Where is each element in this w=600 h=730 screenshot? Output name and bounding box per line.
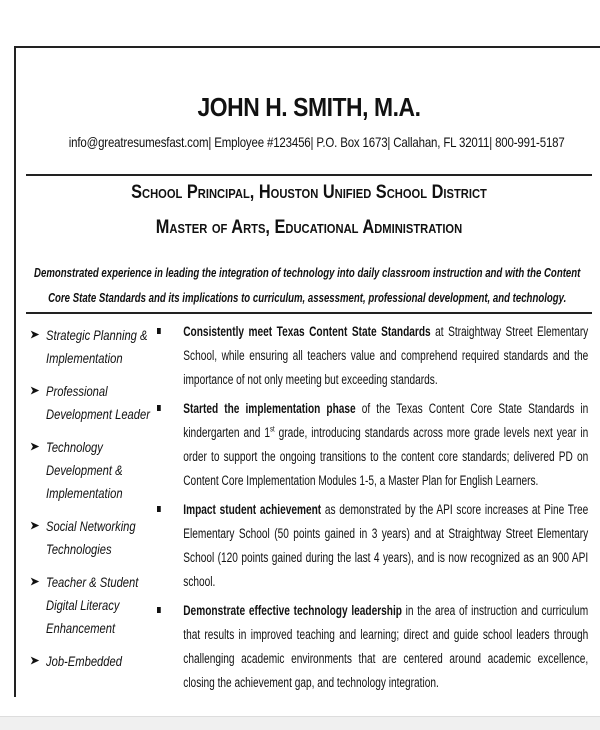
arrow-bullet-icon: ➤ [30,329,40,341]
divider [26,174,592,176]
square-bullet-icon [154,397,183,493]
arrow-bullet-icon: ➤ [30,576,40,588]
arrow-bullet-icon: ➤ [30,520,40,532]
achievement-item: Consistently meet Texas Content State Standards at Straightway Street Elementary School, while ensuring all teachers value and comprehend required standards and the importance of not only meeting but exceeding standards. [154,320,588,392]
job-title: School Principal, Houston Unified School District [131,182,487,203]
skill-item: ➤ Professional Development Leader [30,380,180,426]
achievement-item: Impact student achievement as demonstrated by the API score increases at Pine Tree Elementary School (50 points gained in 3 years) and at Straightway Street Elementary School (120 points gained during the last 4 years), and is now recognized as an 900 API school. [154,498,588,594]
divider [26,312,592,314]
resume-frame [14,46,600,697]
degree-title: Master of Arts, Educational Administration [155,217,463,238]
skill-item: ➤ Teacher & Student Digital Literacy Enhancement [30,571,180,640]
skill-item: ➤ Job-Embedded [30,650,180,673]
arrow-bullet-icon: ➤ [30,385,40,397]
achievement-item: Started the implementation phase of the Texas Content Core State Standards in kindergarten and 1st grade, introducing standards across more grade levels next year in order to support the ongoing transitions to the content core standards; delivered PD on Content Core Implementation Modules 1-5, a Master Plan for English Learners. [154,397,588,493]
skill-item: ➤ Social Networking Technologies [30,515,180,561]
square-bullet-icon [154,599,183,695]
arrow-bullet-icon: ➤ [30,655,40,667]
skill-item: ➤ Strategic Planning & Implementation [30,324,180,370]
square-bullet-icon [154,320,183,392]
square-bullet-icon [154,498,183,594]
achievement-item: Demonstrate effective technology leadership in the area of instruction and curriculum that results in improved teaching and learning; direct and guide school leaders through challenging academic environments that are centered around academic excellence, closing the achievement gap, and technology integration. [154,599,588,695]
candidate-name: JOHN H. SMITH, M.A. [197,92,421,122]
arrow-bullet-icon: ➤ [30,441,40,453]
skill-item: ➤ Technology Development & Implementation [30,436,180,505]
summary: Demonstrated experience in leading the integration of technology into daily classroom instruction and with the Content Core State Standards and its implications to curriculum, assessment, professional development, and technology. [34,265,581,305]
achievements-list [154,320,588,700]
contact-line: info@greatresumesfast.com| Employee #123456| P.O. Box 1673| Callahan, FL 32011| 800-991-5187 [68,134,565,150]
